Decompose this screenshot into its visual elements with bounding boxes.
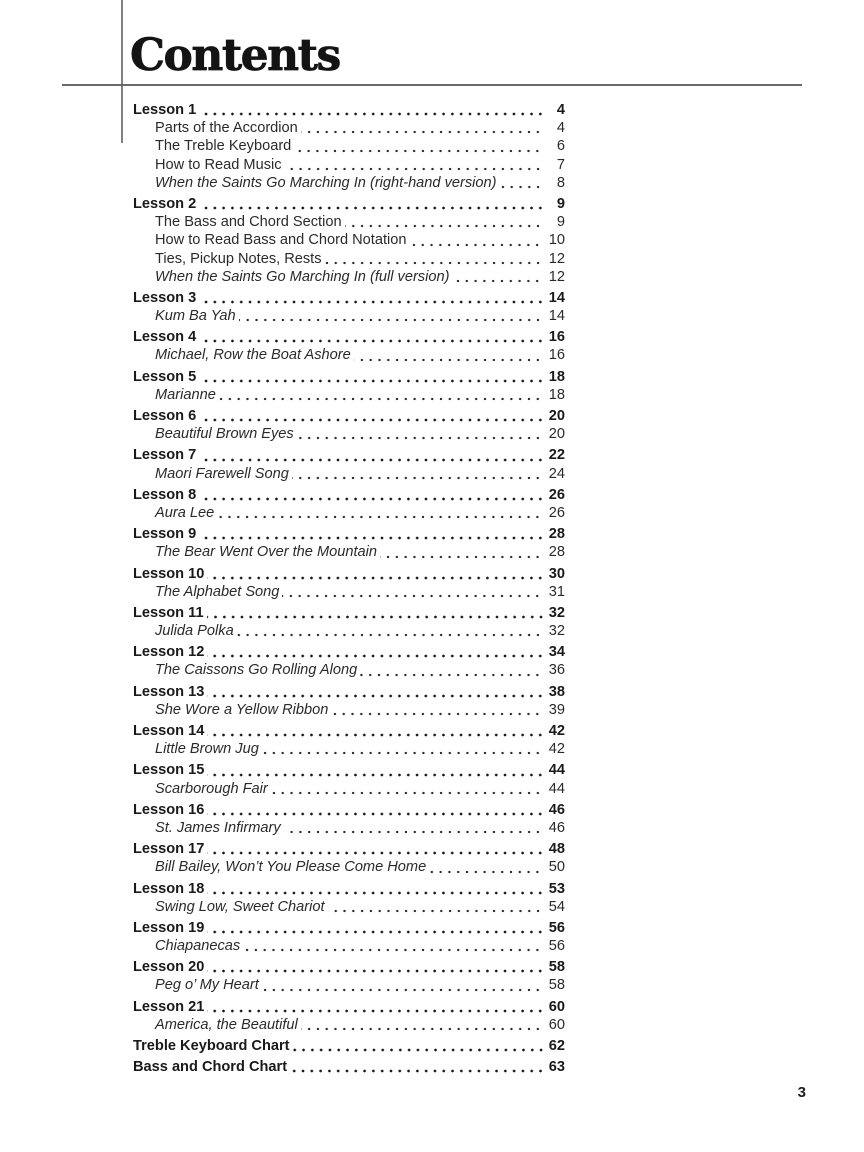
toc-row [133,465,565,483]
dot-leader [199,525,545,543]
dot-leader [199,195,545,213]
horizontal-rule [62,84,802,86]
toc-row [133,683,565,701]
toc-row [133,543,565,561]
toc-entry-label: Lesson 1 [133,102,197,118]
toc-entry-label: Treble Keyboard Chart [133,1038,290,1054]
dot-leader [207,722,545,740]
toc-row [133,101,565,119]
toc-entry-label: She Wore a Yellow Ribbon [155,701,329,718]
toc-page-number: 9 [556,195,565,212]
dot-leader [199,407,545,425]
toc-entry-label: Aura Lee [155,504,215,521]
dot-leader [199,101,545,119]
toc-page-number: 22 [548,447,565,464]
toc-page-number: 34 [548,644,565,661]
toc-entry-label: Peg o’ My Heart [155,977,259,994]
toc-entry-label: Lesson 20 [133,959,205,976]
toc-entry-label: Marianne [155,386,216,403]
toc-page-number: 31 [548,583,565,600]
toc-entry-label: Lesson 11 [133,604,204,621]
toc-page-number: 10 [548,232,565,249]
toc-row [133,643,565,661]
toc-row [133,250,565,268]
toc-row [133,937,565,955]
page-title: Contents [130,30,340,81]
toc-page-number: 20 [548,408,565,424]
toc-entry-label: Lesson 14 [133,723,205,739]
toc-page-number: 18 [548,368,565,385]
dot-leader [301,119,542,137]
toc-entry-label: Kum Ba Yah [155,308,236,325]
dot-leader [199,446,545,464]
toc-page-number: 44 [548,762,565,779]
toc-row [133,346,565,364]
dot-leader [294,137,542,155]
dot-leader [360,661,542,679]
dot-leader [284,819,542,837]
toc-row [133,801,565,819]
toc-page-number: 39 [548,701,565,718]
toc-row [133,504,565,522]
toc-row [133,268,565,286]
toc-page-number: 48 [548,841,565,858]
dot-leader [262,976,542,994]
toc-row [133,195,565,213]
toc-page-number: 4 [556,120,565,137]
dot-leader [219,386,542,404]
toc-page-number: 44 [548,780,565,797]
toc-page-number: 54 [548,898,565,915]
dot-leader [207,840,545,858]
toc-page-number: 16 [548,329,565,346]
dot-leader [297,425,542,443]
toc-page-number: 6 [556,138,565,155]
toc-row [133,761,565,779]
toc-entry-label: Lesson 17 [133,841,205,858]
toc-entry-label: Lesson 2 [133,195,197,212]
toc-row [133,722,565,740]
dot-leader [271,780,542,798]
toc-page-number: 8 [556,174,565,191]
toc-row [133,998,565,1016]
toc-entry-label: How to Read Bass and Chord Notation [155,232,407,249]
toc-entry-label: The Bass and Chord Section [155,214,342,231]
toc-entry-label: When the Saints Go Marching In (full version) [155,268,450,285]
toc-entry-label: Lesson 7 [133,447,197,464]
toc-row [133,1016,565,1034]
toc-page-number: 20 [548,426,565,443]
toc-entry-label: Parts of the Accordion [155,120,298,137]
toc-row [133,368,565,386]
dot-leader [207,998,545,1016]
toc-row [133,446,565,464]
toc-page-number: 12 [548,250,565,267]
toc-row [133,840,565,858]
toc-row [133,1037,565,1055]
dot-leader [207,958,545,976]
toc-row [133,858,565,876]
toc-page-number: 18 [548,386,565,403]
toc-page-number: 58 [548,977,565,994]
dot-leader [243,937,542,955]
toc-page-number: 60 [548,1016,565,1033]
toc-page-number: 24 [548,465,565,482]
toc-entry-label: Lesson 4 [133,329,197,346]
toc-row [133,976,565,994]
toc-entry-label: The Caissons Go Rolling Along [155,662,358,679]
toc-entry-label: Lesson 5 [133,368,197,385]
dot-leader [293,1037,545,1055]
toc-page-number: 50 [548,859,565,876]
toc-entry-label: The Treble Keyboard [155,138,292,155]
dot-leader [199,289,545,307]
dot-leader [217,504,542,522]
toc-entry-label: Lesson 21 [133,998,205,1015]
toc-page-number: 46 [548,819,565,836]
toc-entry-label: Maori Farewell Song [155,465,289,482]
toc-entry-label: St. James Infirmary [155,819,281,836]
toc-entry-label: Lesson 19 [133,919,205,936]
dot-leader [345,213,542,231]
table-of-contents [133,101,565,1076]
toc-entry-label: Chiapanecas [155,938,241,955]
toc-page-number: 58 [548,959,565,976]
dot-leader [237,622,542,640]
dot-leader [207,919,545,937]
toc-row [133,156,565,174]
toc-row [133,289,565,307]
dot-leader [239,307,542,325]
dot-leader [331,701,542,719]
toc-row [133,622,565,640]
toc-row [133,174,565,192]
dot-leader [354,346,542,364]
toc-row [133,407,565,425]
toc-page-number: 60 [548,998,565,1015]
toc-page-number: 53 [548,880,565,897]
toc-entry-label: Lesson 8 [133,486,197,503]
toc-row [133,119,565,137]
toc-page-number: 26 [548,504,565,521]
toc-entry-label: Lesson 3 [133,289,197,306]
toc-entry-label: Lesson 13 [133,683,205,700]
toc-page-number: 4 [556,102,565,118]
dot-leader [207,761,545,779]
toc-entry-label: Bill Bailey, Won’t You Please Come Home [155,859,427,876]
toc-row [133,583,565,601]
dot-leader [285,156,542,174]
toc-entry-label: The Alphabet Song [155,583,280,600]
toc-entry-label: How to Read Music [155,156,282,173]
toc-row [133,137,565,155]
toc-page-number: 62 [548,1038,565,1054]
toc-page-number: 9 [556,214,565,231]
toc-page-number: 36 [548,662,565,679]
toc-row [133,213,565,231]
dot-leader [207,604,545,622]
dot-leader [429,858,542,876]
toc-entry-label: Little Brown Jug [155,741,259,758]
toc-row [133,898,565,916]
toc-row [133,307,565,325]
toc-row [133,328,565,346]
dot-leader [262,740,542,758]
toc-row [133,958,565,976]
toc-entry-label: Lesson 6 [133,408,197,424]
toc-row [133,604,565,622]
dot-leader [207,683,545,701]
dot-leader [199,486,545,504]
toc-row [133,1058,565,1076]
toc-entry-label: Lesson 18 [133,880,205,897]
vertical-rule [121,0,123,143]
toc-entry-label: America, the Beautiful [155,1016,298,1033]
toc-page-number: 16 [548,347,565,364]
dot-leader [325,250,542,268]
toc-page-number: 56 [548,938,565,955]
toc-page-number: 63 [548,1059,565,1076]
dot-leader [207,565,545,583]
toc-page-number: 12 [548,268,565,285]
dot-leader [292,465,542,483]
toc-page-number: 56 [548,919,565,936]
toc-page-number: 46 [548,801,565,818]
toc-page-number: 26 [548,486,565,503]
dot-leader [207,643,545,661]
toc-row [133,780,565,798]
toc-row [133,525,565,543]
dot-leader [328,898,542,916]
dot-leader [452,268,542,286]
toc-page-number: 42 [548,723,565,739]
toc-entry-label: When the Saints Go Marching In (right-hand version) [155,174,497,191]
toc-entry-label: Beautiful Brown Eyes [155,426,294,443]
dot-leader [282,583,542,601]
toc-entry-label: Michael, Row the Boat Ashore [155,347,351,364]
dot-leader [199,328,545,346]
page-number: 3 [797,1084,806,1101]
toc-entry-label: Scarborough Fair [155,780,268,797]
toc-page-number: 30 [548,565,565,582]
dot-leader [380,543,542,561]
toc-entry-label: Lesson 12 [133,644,205,661]
toc-row [133,425,565,443]
toc-page-number: 32 [548,604,565,621]
toc-page-number: 7 [556,156,565,173]
dot-leader [290,1058,545,1076]
toc-entry-label: Swing Low, Sweet Chariot [155,898,325,915]
toc-page-number: 42 [548,741,565,758]
toc-entry-label: Lesson 10 [133,565,205,582]
toc-row [133,565,565,583]
toc-entry-label: Julida Polka [155,623,234,640]
toc-row [133,661,565,679]
toc-page-number: 14 [548,289,565,306]
toc-page-number: 38 [548,683,565,700]
toc-page-number: 28 [548,544,565,561]
toc-entry-label: Lesson 15 [133,762,205,779]
toc-entry-label: Bass and Chord Chart [133,1059,288,1076]
toc-page-number: 14 [548,308,565,325]
dot-leader [199,368,545,386]
toc-entry-label: The Bear Went Over the Mountain [155,544,377,561]
dot-leader [301,1016,542,1034]
toc-row [133,819,565,837]
toc-row [133,231,565,249]
toc-row [133,740,565,758]
dot-leader [409,231,542,249]
dot-leader [500,174,543,192]
toc-row [133,486,565,504]
toc-row [133,386,565,404]
toc-row [133,919,565,937]
toc-entry-label: Ties, Pickup Notes, Rests [155,250,322,267]
dot-leader [207,801,545,819]
toc-page-number: 32 [548,623,565,640]
toc-entry-label: Lesson 9 [133,526,197,543]
toc-page-number: 28 [548,526,565,543]
dot-leader [207,880,545,898]
toc-row [133,701,565,719]
toc-row [133,880,565,898]
toc-entry-label: Lesson 16 [133,801,205,818]
